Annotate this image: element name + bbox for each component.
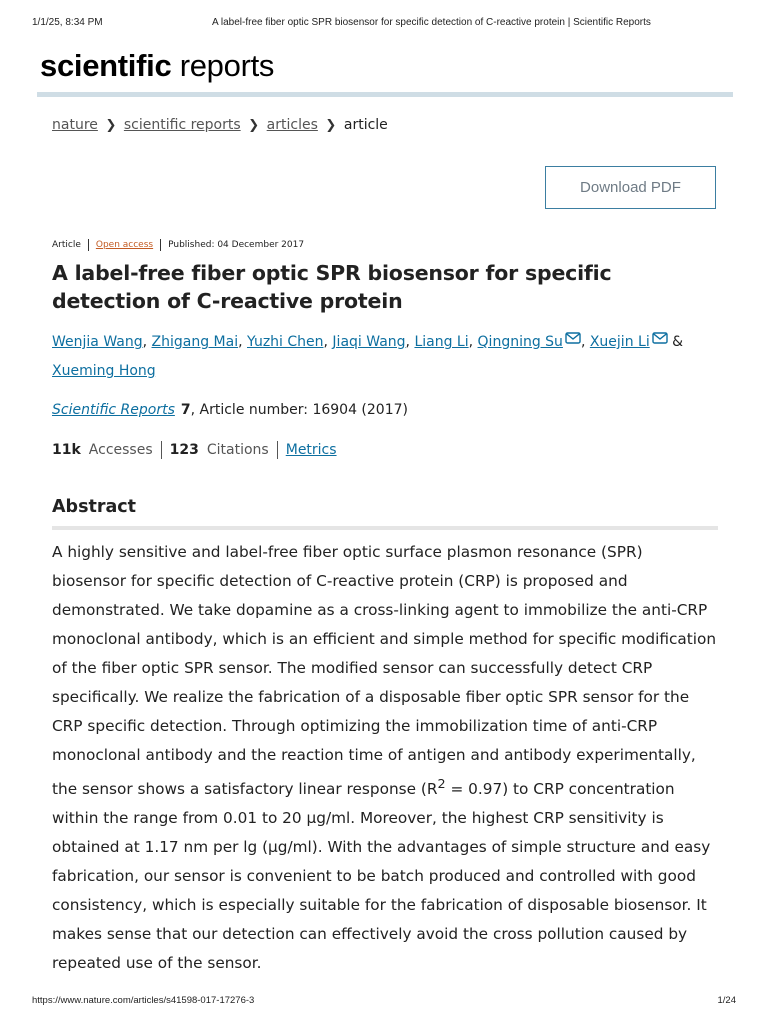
journal-logo[interactable] — [40, 48, 274, 88]
abstract-heading: Abstract — [52, 497, 137, 517]
header-divider — [37, 92, 733, 97]
author-link[interactable]: Zhigang Mai — [151, 334, 239, 350]
author-separator: , — [580, 334, 586, 350]
print-url: https://www.nature.com/articles/s41598-017-17276-3 — [32, 995, 255, 1006]
breadcrumb-link-articles[interactable]: articles — [266, 117, 318, 133]
mail-icon[interactable] — [565, 332, 581, 344]
article-type: Article — [52, 240, 81, 250]
article-meta — [52, 238, 304, 252]
superscript-2: 2 — [437, 777, 446, 792]
author-link[interactable]: Xueming Hong — [52, 363, 156, 379]
citation-line — [52, 402, 408, 422]
print-header — [32, 17, 736, 31]
article-metrics — [52, 440, 337, 460]
author-link[interactable]: Qingning Su — [477, 334, 563, 350]
author-link[interactable]: Liang Li — [414, 334, 469, 350]
page-number: 1/24 — [717, 995, 736, 1006]
accesses-count: 11k — [52, 442, 81, 458]
metrics-divider — [277, 441, 278, 459]
author-link[interactable]: Xuejin Li — [589, 334, 650, 350]
article-number: , Article number: 16904 (2017) — [190, 402, 408, 418]
metrics-link[interactable]: Metrics — [285, 442, 337, 458]
breadcrumb — [52, 115, 388, 135]
abstract-divider — [52, 526, 718, 530]
author-link[interactable]: Jiaqi Wang — [332, 334, 406, 350]
citations-count: 123 — [169, 442, 199, 458]
abstract-text-part-2: = 0.97) to CRP concentration within the range from 0.01 to 20 µg/ml. Moreover, the highest CRP sensitivity is obtained at 1.17 nm per lg (µg/ml). With the advantages of simple structure and easy fabrication, our sensor is convenient to be batch produced and controlled with good consistency, which is especially suitable for the fabrication of disposable biosensor. It makes sense that our detection can effectively avoid the cross pollution caused by repeated use of the sensor. — [52, 780, 711, 973]
breadcrumb-link-scientific-reports[interactable]: scientific reports — [123, 117, 241, 133]
author-ampersand: & — [672, 334, 684, 350]
print-document-title: A label-free fiber optic SPR biosensor for specific detection of C-reactive protein | Scientific Reports — [212, 17, 651, 28]
breadcrumb-link-nature[interactable]: nature — [52, 117, 98, 133]
logo-bold-word: scientific — [40, 48, 172, 83]
print-footer — [32, 995, 736, 1009]
abstract-text-part-1: A highly sensitive and label-free fiber optic surface plasmon resonance (SPR) biosensor for specific detection of C-reactive protein (CRP) is proposed and demonstrated. We take dopamine as a cross-linking agent to immobilize the anti-CRP monoclonal antibody, which is an efficient and simple method for specific modification of the fiber optic SPR sensor. The modified sensor can successfully detect CRP specifically. We realize the fabrication of a disposable fiber optic SPR sensor for the CRP specific detection. Through optimizing the immobilization time of anti-CRP monoclonal antibody and the reaction time of antigen and antibody experimentally, the sensor shows a satisfactory linear response (R — [52, 543, 717, 799]
breadcrumb-current: article — [343, 117, 388, 133]
author-link[interactable]: Yuzhi Chen — [247, 334, 324, 350]
chevron-right-icon: ❯ — [105, 117, 117, 133]
published-date: Published: 04 December 2017 — [168, 240, 305, 250]
author-separator: , — [405, 334, 410, 350]
download-pdf-button[interactable]: Download PDF — [545, 166, 716, 209]
metrics-divider — [161, 441, 162, 459]
author-separator: , — [142, 334, 148, 350]
author-separator: , — [238, 334, 243, 350]
journal-link[interactable]: Scientific Reports — [52, 402, 175, 418]
open-access-link[interactable]: Open access — [95, 240, 154, 250]
article-title: A label-free fiber optic SPR biosensor for specific detection of C-reactive protein — [52, 261, 612, 313]
author-separator: , — [323, 334, 328, 350]
author-list — [52, 328, 724, 386]
chevron-right-icon: ❯ — [248, 117, 260, 133]
accesses-label: Accesses — [88, 442, 153, 458]
print-timestamp: 1/1/25, 8:34 PM — [32, 17, 103, 28]
mail-icon[interactable] — [652, 332, 668, 344]
meta-divider — [88, 239, 89, 251]
logo-regular-word: reports — [179, 48, 275, 83]
chevron-right-icon: ❯ — [325, 117, 337, 133]
author-separator: , — [468, 334, 474, 350]
meta-divider — [160, 239, 161, 251]
citations-label: Citations — [206, 442, 269, 458]
author-link[interactable]: Wenjia Wang — [52, 334, 143, 350]
abstract-text — [52, 538, 720, 978]
journal-volume: 7 — [180, 402, 191, 418]
